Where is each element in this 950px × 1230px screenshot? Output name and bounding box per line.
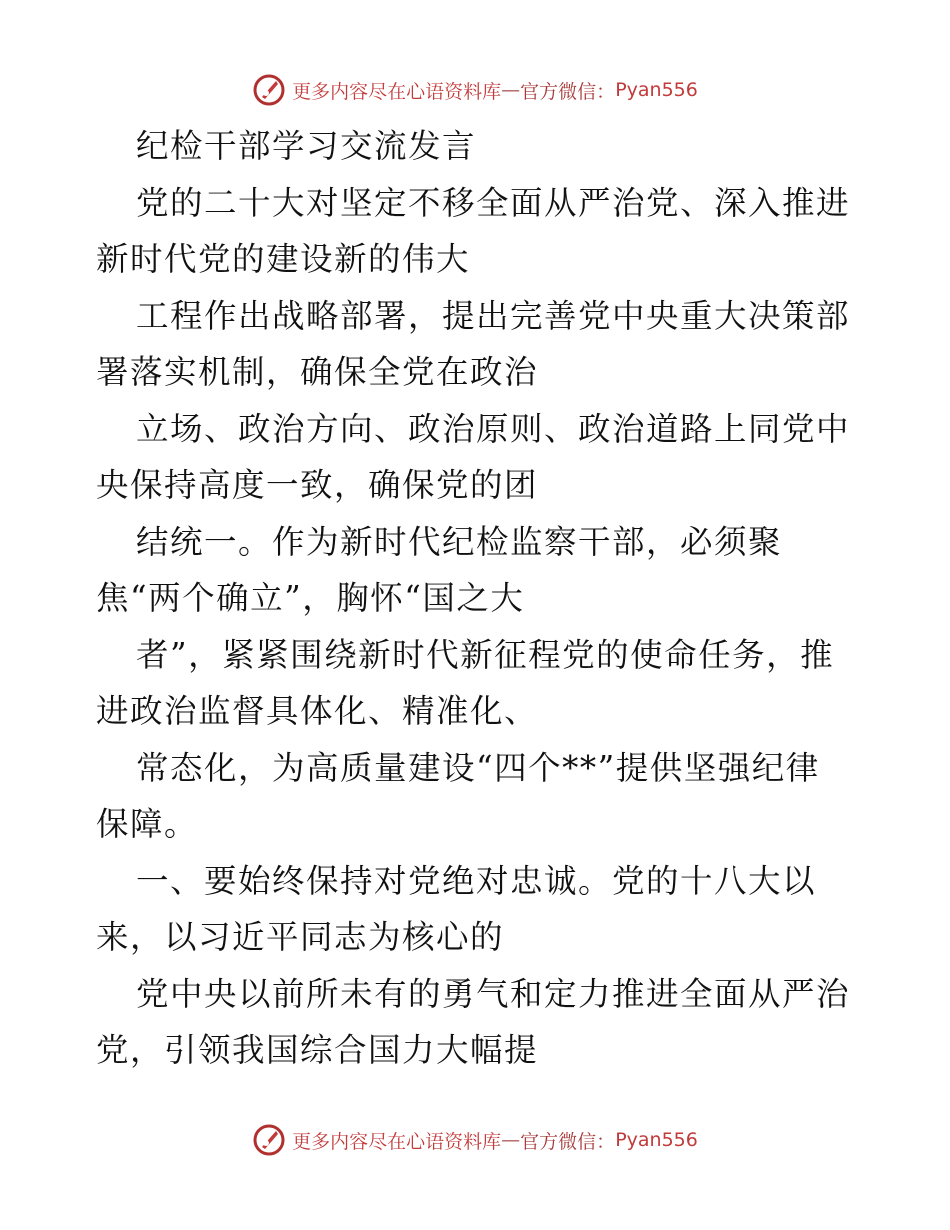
header-watermark-banner [0, 70, 950, 110]
section-heading-line: 一、要始终保持对党绝对忠诚。党的十八大以 [136, 861, 817, 900]
paragraph-line: 立场、政治方向、政治原则、政治道路上同党中 [136, 409, 851, 448]
paragraph-line: 党，引领我国综合国力大幅提 [96, 1031, 539, 1069]
paragraph-line: 署落实机制，确保全党在政治 [96, 353, 539, 391]
document-title: 纪检干部学习交流发言 [136, 127, 477, 165]
paragraph-line: 党的二十大对坚定不移全面从严治党、深入推进 [136, 183, 851, 222]
banner-dash: — [501, 1129, 521, 1151]
banner-brand-text: 更多内容尽在心语资料库 [292, 1130, 502, 1153]
footer-watermark-banner [0, 1120, 950, 1160]
banner-dash: — [501, 79, 521, 101]
paragraph-line: 结统一。作为新时代纪检监察干部，必须聚 [136, 522, 783, 561]
banner-wechat-id: Pyan556 [615, 79, 698, 101]
paragraph-line: 新时代党的建设新的伟大 [96, 240, 471, 278]
paragraph-line: 工程作出战略部署，提出完善党中央重大决策部 [136, 296, 851, 335]
banner-official-label: 官方微信： [520, 1130, 616, 1153]
paragraph-line: 来，以习近平同志为核心的 [96, 918, 505, 956]
paragraph-line: 党中央以前所未有的勇气和定力推进全面从严治 [136, 974, 851, 1013]
banner-brand-text: 更多内容尽在心语资料库 [292, 80, 502, 103]
banner-wechat-id: Pyan556 [615, 1129, 698, 1151]
quill-seal-icon [252, 1123, 286, 1157]
paragraph-line: 保障。 [96, 805, 199, 843]
quill-seal-icon [252, 73, 286, 107]
paragraph-line: 进政治监督具体化、精准化、 [96, 692, 539, 730]
paragraph-line: 央保持高度一致，确保党的团 [96, 466, 539, 504]
paragraph-line: 者”，紧紧围绕新时代新征程党的使命任务，推 [136, 635, 835, 674]
banner-official-label: 官方微信： [520, 80, 616, 103]
paragraph-line: 焦“两个确立”，胸怀“国之大 [96, 579, 525, 617]
paragraph-line: 常态化，为高质量建设“四个**”提供坚强纪律 [136, 748, 820, 787]
document-body [96, 118, 876, 1079]
